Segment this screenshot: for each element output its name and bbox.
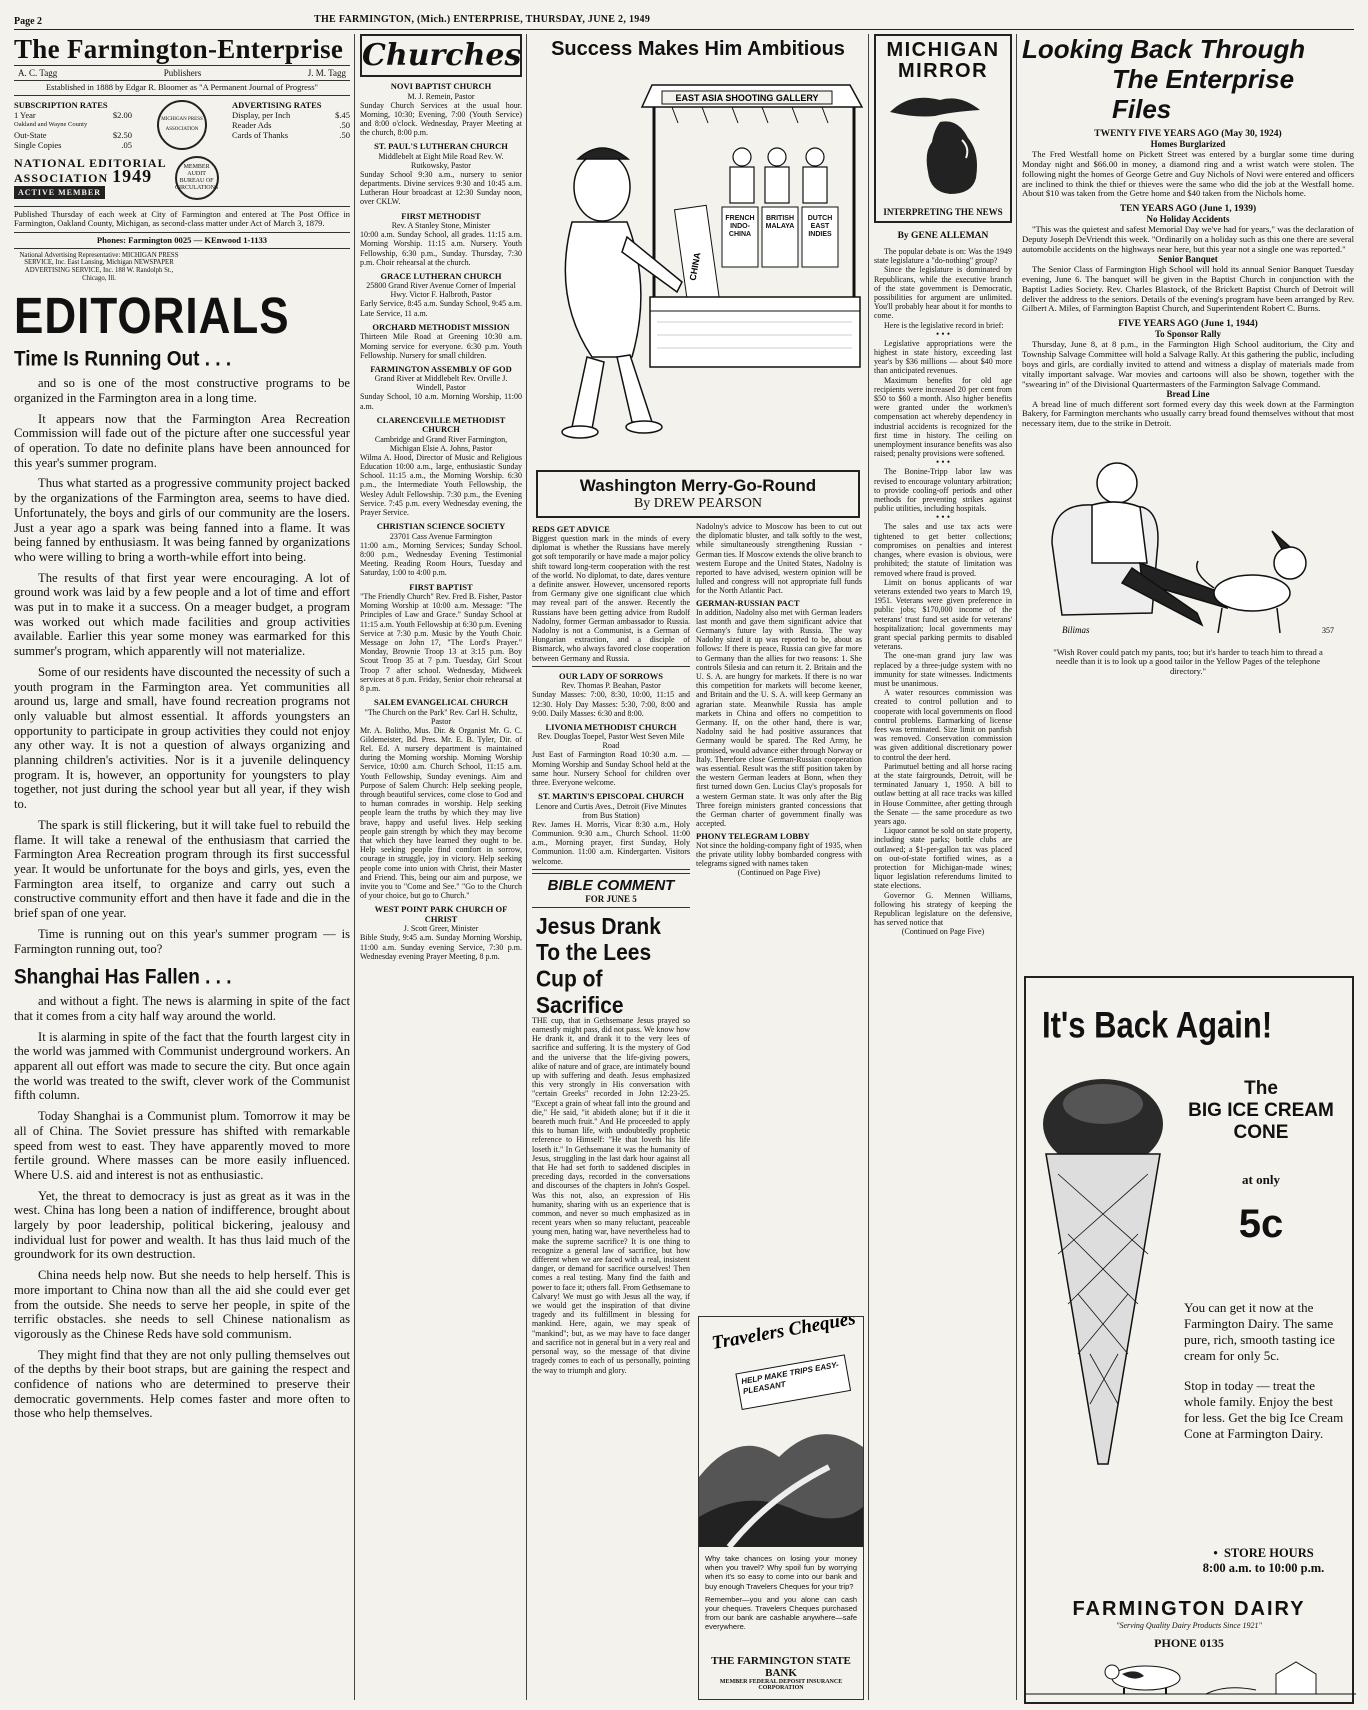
man-head xyxy=(1097,463,1137,503)
rate-label: Display, per Inch xyxy=(232,110,291,121)
masthead-title: The Farmington-Enterprise xyxy=(14,34,344,64)
mirror-title: MIRROR xyxy=(897,60,989,82)
churches-column xyxy=(360,34,522,1700)
paragraph: The spark is still flickering, but it will take fuel to rebuild the flame. It will take a renewal of the enthusiasm that carried the Farmington Area Recreation program through its first successful year. It would be unfortunate for the boys and girls, yes, even the Farmington area itself, to organize and carry out such a constructive community effort and then have it fade and die in the brief span of one year. xyxy=(14,817,350,921)
church-listing xyxy=(360,698,522,900)
lookback-text: The Senior Class of Farmington High School will hold its annual Senior Banquet Tuesday evening, June 6. The banquet will be given in the Baptist Church in conjunction with the Baptist Ladies Society. Rev. Charles Blastock, of the Brickett Baptist Church of Detroit will deliver the address to the seniors. Details of the evening's program have been arranged by Rev. Gilbert A. Miles, of Farmington Baptist Church, and Superintendent Robert C. Burns. xyxy=(1022,263,1354,314)
bank-ad-headline: Travelers Cheques xyxy=(710,1317,858,1354)
wmgr-right-column xyxy=(696,522,862,1375)
church-list-continued xyxy=(532,672,690,866)
lookback-subhead: Senior Banquet xyxy=(1158,253,1218,264)
church-name: FIRST METHODIST xyxy=(401,210,481,221)
target-figures xyxy=(730,148,827,203)
dog-head xyxy=(1274,547,1306,579)
lookback-title: The Enterprise Files xyxy=(1112,64,1295,124)
church-schedule: 11:00 a.m., Morning Services; Sunday School. 8:00 p.m., Wednesday Evening Testimonial Meeting. Reading Room Hours, Tuesday and Saturday, 1:00 to 4:00 p.m. xyxy=(360,540,522,578)
rate-label: Oakland and Wayne County xyxy=(14,121,88,129)
church-schedule: Sunday Masses: 7:00, 8:30, 10:00, 11:15 and 12:30. Holy Day Masses: 5:30, 7:00, 8:00 and 9:00. Daily Masses: 6:30 and 8:00. xyxy=(532,690,690,718)
national-rep: National Advertising Representative: MICHIGAN PRESS SERVICE, Inc. East Lansing, Michigan NEWSPAPER ADVERTISING SERVICE, Inc. 188 W. Randolph St., Chicago, Ill. xyxy=(19,251,179,282)
paragraph: China needs help now. But she needs to help herself. This is more important to China now than all the aid she could ever get from the outside. She needs to serve her people, in spite of the terrific obstacles. she needs to sell Chinese nationalism as vigorously as the Chinese Reds have sold communism. xyxy=(14,1268,350,1341)
nea-line1: NATIONAL EDITORIAL xyxy=(14,156,167,171)
paragraph: Some of our residents have discounted the necessity of such a youth program in the Farmington area. Yet communities all around us, large and small, have found recreation programs not only valuable but almost essential. It affords youngsters an opportunity to participate in group activities they could not enjoy any other way. It is not a question of always organizing and planning children's activities. Nor is it a juvenile delinquency program. It is, however, an opportunity for youngsters to play together, not just during the school year but all year, if they wish to. xyxy=(14,664,350,812)
continued-note: (Continued on Page Five) xyxy=(737,868,821,878)
michigan-map-icon xyxy=(880,82,1006,200)
publisher-right: J. M. Tagg xyxy=(307,68,346,78)
church-list xyxy=(360,82,522,961)
rate-value: $2.00 xyxy=(112,110,132,121)
store-hours: • STORE HOURS 8:00 a.m. to 10:00 p.m. xyxy=(1176,1546,1351,1576)
editorial-1-body xyxy=(14,376,350,956)
cow-barn-icon xyxy=(1026,1656,1356,1700)
dairy-slogan: "Serving Quality Dairy Products Since 1921" xyxy=(1116,1621,1262,1630)
paragraph: The popular debate is on: Was the 1949 state legislature a "do-nothing" group? xyxy=(874,247,1012,266)
bible-title: BIBLE COMMENT xyxy=(547,876,675,894)
church-pastor: Grand River at Middlebelt Rev. Orville J. Windell, Pastor xyxy=(374,374,508,393)
article-text: Nadolny's advice to Moscow has been to cut out the diplomatic bluster, and talk softly to the west, while simultaneously strengthening Russian - German ties. If Moscow extends the olive branch to western Europe and the United States, Nadolny is reported to have advised, western opinion will be lulled and congress will not appropriate full funds for the North Atlantic Pact. xyxy=(696,522,862,596)
church-listing xyxy=(360,142,522,206)
store-hours-label: STORE HOURS xyxy=(1223,1546,1314,1560)
ad-copy-para: You can get it now at the Farmington Dairy. The same pure, rich, smooth tasting ice cream for only 5c. xyxy=(1184,1300,1335,1363)
nea-year: 1949 xyxy=(112,166,153,187)
wmgr-byline: By DREW PEARSON xyxy=(633,496,763,511)
tailor-cartoon xyxy=(1022,443,1354,643)
paragraph: Today Shanghai is a Communist plum. Tomorrow it may be all of China. The Soviet pressure has shifted with remarkable speed from west to east. They have apparently moved to more fertile ground. Where masses can be more easily influenced. Where U.S. aid and interest is not as enthusiastic. xyxy=(14,1109,350,1182)
article-text: Biggest question mark in the minds of every diplomat is whether the Russians have merely got soft temporarily or have made a major policy shift toward long-term cooperation with the rest of the world. No diplomat, to date, dares venture a definite answer. However, uncensored reports from Germany give one significant clue which may reveal part of the answer. Recently the Russians have been getting advice from Rudolf Nadolny, former German ambassador to Russia. Nadolny is not a Communist, is a German of Hungarian extraction, and a disciple of Bismarck, who always favored close cooperation between Germany and Russia. xyxy=(532,534,690,663)
paragraph: The Bonine-Tripp labor law was revised to encourage voluntary arbitration; to provide cooling-off periods and other methods for preventing strikes against public utilities, including hospitals. xyxy=(874,467,1012,514)
ad-line: The xyxy=(1244,1078,1278,1099)
ice-cream-cone-icon xyxy=(1038,1074,1168,1474)
gallery-counter xyxy=(650,297,860,367)
lookback-text: A bread line of much different sort formed every day this week down at the Farmington Bakery, for Farmington merchants who usually carry bread found themselves without that most necessary item, due to the strike in Detroit. xyxy=(1022,398,1354,429)
paragraph: Time is running out on this year's summer program — is Farmington running out, too? xyxy=(14,926,350,956)
wmgr-header xyxy=(536,470,860,518)
michigan-mirror-header xyxy=(874,34,1012,223)
subscription-rates-title: SUBSCRIPTION RATES xyxy=(14,100,108,111)
church-name: ST. MARTIN'S EPISCOPAL CHURCH xyxy=(538,791,684,802)
article-text: Not since the holding-company fight of 1935, when the private utility lobby bombarded congress with telegrams signed with names taken xyxy=(696,840,862,868)
nea-badge-row xyxy=(14,156,350,200)
ad-at-only: at only xyxy=(1242,1172,1280,1187)
lookback-items xyxy=(1022,130,1354,429)
rate-label: Cards of Thanks xyxy=(232,130,289,141)
nea-line3: ACTIVE MEMBER xyxy=(14,186,105,199)
church-pastor: Rev. Douglas Toepel, Pastor West Seven Mile Road xyxy=(537,732,685,751)
church-name: OUR LADY OF SORROWS xyxy=(559,670,663,681)
dairy-phone: PHONE 0135 xyxy=(1154,1636,1224,1650)
publishers-row xyxy=(14,65,350,81)
church-listing xyxy=(360,212,522,267)
paragraph: They might find that they are not only pulling themselves out of the depths by their boot straps, but are gaining the respect and confidence of nations who are determined to preserve their democratic governments. Help comes faster and more often to those who help themselves. xyxy=(14,1347,350,1421)
column-rule xyxy=(1016,34,1017,1700)
publication-notice: Published Thursday of each week at City of Farmington and entered at The Post Office in Farmington, Oakland County, Michigan, as second-class matter under Act of March 3, 1879. xyxy=(14,210,350,229)
cartoon-number: 357 xyxy=(1322,626,1334,636)
continued-note: (Continued on Page Five) xyxy=(901,927,985,937)
church-listing xyxy=(360,583,522,694)
section-head: REDS GET ADVICE xyxy=(532,524,610,534)
church-name: NOVI BAPTIST CHURCH xyxy=(390,81,492,91)
publishers-label: Publishers xyxy=(163,68,202,78)
store-hours-value: 8:00 a.m. to 10:00 p.m. xyxy=(1202,1561,1325,1575)
cheque-banner xyxy=(736,1355,851,1410)
church-schedule: Sunday School, 10 a.m. Morning Worship, 11:00 a.m. xyxy=(360,392,522,411)
cartoon-caption: "Wish Rover could patch my pants, too; but it's harder to teach him to thread a needle than it is to look up a good tailor in the Yellow Pages of the telephone directory." xyxy=(1053,647,1323,676)
page-number: Page 2 xyxy=(14,16,43,27)
abc-text: MEMBER AUDIT BUREAU OF CIRCULATIONS xyxy=(174,164,219,192)
bank-member: MEMBER FEDERAL DEPOSIT INSURANCE CORPORATION xyxy=(719,1679,843,1691)
church-pastor: Rev. A Stanley Stone, Minister xyxy=(391,221,491,231)
lookback-text: Thursday, June 8, at 8 p.m., in the Farmington High School auditorium, the City and Township Salvage Committee will hold a Salvage Rally. At this gathering the public, including boys and girls, are cordially invited to attend and witness a display of materials made from vitally important salvage. War movies and cartoons will also be shown, together with the "swearing in" of the Divisional Quartermasters of the Farmington Salvage Command. xyxy=(1022,339,1354,389)
rate-value: .50 xyxy=(339,130,350,141)
rate-label: Out-State xyxy=(14,130,47,141)
rate-value: $.45 xyxy=(335,110,350,121)
publisher-left: A. C. Tagg xyxy=(18,68,58,78)
church-schedule: Morning Worship at 10:00 a.m. Message: "The Principles of Law and Grace." Sunday School at 11:15 a.m. Youth Fellowship at 6:30 p.m. Evening Service at 7:30 p.m. Music by the Youth Choir. Message on John 17, "The Lord's Prayer." Monday, Brownie Troop 13 at 3:15 p.m. Boy Scout Troop 35 at 7 p.m. Tuesday, Girl Scout Troop 7 after school. Wednesday, Midweek services at 8 p.m. Friday, Senior choir rehearsal at 8 p.m. xyxy=(360,601,522,693)
church-listing xyxy=(360,365,522,411)
ad-line: CONE xyxy=(1233,1122,1289,1143)
paragraph: The one-man grand jury law was replaced by a three-judge system with no immunity for state witnesses. Indictments must be unanimous. xyxy=(874,651,1012,688)
rate-value: .05 xyxy=(121,140,132,151)
church-listing xyxy=(532,792,690,866)
church-name: ORCHARD METHODIST MISSION xyxy=(372,321,510,332)
column-rule xyxy=(526,34,527,1700)
paragraph: Limit on bonus applicants of war veterans extended two years to March 19, 1951. Veterans were given preference in public jobs; $170,000 income of the veterans' trust fund set aside for veterans' hospitalization; local governments may grant special parking permits to disabled veterans. xyxy=(874,577,1012,652)
nea-line2: ASSOCIATION xyxy=(14,171,109,186)
church-schedule: Mr. A. Bolitho, Mus. Dir. & Organist Mr. G. C. Gildemeister, Bd. Pres. Mr. E. B. Tyler, Dir. of Rel. Ed. A nursery department is maintained during the Morning worship. Morning Worship Service, 10:00 a.m. Church School, 11:15 a.m. Youth Fellowship, Sunday evenings. Aim and Purpose of Salem Church: Help seeking people, through beautiful services, come close to God and to human comrades in worship. Help seeking people learn the truths by which they may live brave, happy and useful lives. Help seeking people gain strength by which they may become that which they have learned they ought to be. Help seeking people find comfort in sorrow, courage in struggle, joy in victory. Help seeking people come into union with Christ, their Master and Friend. This, being our aim and purpose, we invite you to "Come and See." "Go to the Church of your choice, but go to Church." xyxy=(360,725,522,901)
editorial-2-title: Shanghai Has Fallen . . . xyxy=(14,966,232,990)
mirror-column xyxy=(874,34,1012,1700)
churches-heading: Churches xyxy=(360,34,522,77)
target-label: BRITISH MALAYA xyxy=(765,215,795,230)
church-pastor: Middlebelt at Eight Mile Road Rev. W. Rutkowsky, Pastor xyxy=(378,151,504,170)
church-pastor: M. J. Remein, Pastor xyxy=(407,91,475,101)
paragraph: and so is one of the most constructive programs to be organized in the Farmington area in a long time. xyxy=(14,376,350,405)
ad-copy xyxy=(1184,1300,1344,1442)
advertising-rates-title: ADVERTISING RATES xyxy=(232,100,322,111)
church-name: FARMINGTON ASSEMBLY OF GOD xyxy=(370,363,512,374)
paragraph: Here is the legislative record in brief: xyxy=(884,320,1004,330)
lookback-text: "This was the quietest and safest Memorial Day we've had for years," was the declaration of Deputy Joseph DeVriendt this week. "Ordinarily on a holiday such as this one there are several automobile accidents on the highways near here, but this year not a single one was reported." xyxy=(1022,224,1354,254)
church-name: WEST POINT PARK CHURCH OF CHRIST xyxy=(374,904,508,924)
church-name: FIRST BAPTIST xyxy=(409,581,473,592)
lookback-subhead: To Sponsor Rally xyxy=(1154,329,1222,340)
church-listing xyxy=(360,323,522,360)
seal-text: MICHIGAN PRESS ASSOCIATION xyxy=(161,117,203,133)
church-pastor: Cambridge and Grand River Farmington, Michigan Elsie A. Johns, Pastor xyxy=(374,434,508,453)
bank-copy: Remember—you and you alone can cash your cheques. Travelers Cheques purchased from our bank are cashable anywhere—safe everywhere. xyxy=(705,1594,857,1632)
page-folio xyxy=(14,8,1354,30)
subscription-rates xyxy=(14,100,132,150)
newspaper-page xyxy=(14,8,1354,1704)
church-name: ST. PAUL'S LUTHERAN CHURCH xyxy=(374,141,508,152)
target-label: DUTCH EAST INDIES xyxy=(807,215,833,238)
established-line: Established in 1888 by Edgar R. Bloomer as "A Permanent Journal of Progress" xyxy=(45,82,319,92)
church-schedule: Just East of Farmington Road 10:30 a.m. — Morning Worship and Sunday School held at the same hour. Nursery School for children over three. Everyone welcome. xyxy=(532,750,690,788)
church-name: CLARENCEVILLE METHODIST CHURCH xyxy=(376,414,506,435)
paragraph: Liquor cannot be sold on state property, including state parks; bottle clubs are outlawed; a $1-per-gallon tax was placed on out-of-state fortified wines, as a protection for Michigan-made wines; liquor legislation referendums limited to state elections. xyxy=(874,826,1012,891)
paragraph: It appears now that the Farmington Area Recreation Commission will fade out of the picture after one successful year of operation. To date no definite plans have been announced for this year's summer program. xyxy=(14,411,350,470)
lookback-subhead: Homes Burglarized xyxy=(1150,138,1226,149)
section-head: GERMAN-RUSSIAN PACT xyxy=(696,597,800,608)
press-association-seal xyxy=(157,100,207,150)
man-torso xyxy=(1092,502,1147,563)
target-label: FRENCH INDO-CHINA xyxy=(725,215,755,238)
paragraph: Yet, the threat to democracy is just as great as it was in the west. China has long been a nation of indifference, brought about largely by poor leadership, political bickering, jealousy and individual lust for power and wealth. It has thus laid much of the groundwork for its own destruction. xyxy=(14,1188,350,1262)
church-name: LIVONIA METHODIST CHURCH xyxy=(545,721,677,732)
dog-body xyxy=(1214,575,1290,611)
bank-footer xyxy=(699,1655,863,1691)
mirror-title: MICHIGAN xyxy=(886,39,1000,61)
church-pastor: Lenore and Curtis Aves., Detroit (Five Minutes from Bus Station) xyxy=(535,801,687,820)
rates-block xyxy=(14,100,350,150)
paragraph: Governor G. Mennen Williams, following his strategy of keeping the Republican legislature on the defensive, has served notice that xyxy=(874,890,1012,928)
bible-date: FOR JUNE 5 xyxy=(585,893,637,904)
wmgr-left-column xyxy=(532,522,690,1375)
church-schedule: 10:00 a.m. Sunday School, all grades. 11:15 a.m. Morning Worship. 11:15 a.m. Nursery. Youth Fellowship, 6:30 p.m., Sunday. Thursday, 7:30 p.m. Choir rehearsal at the church. xyxy=(360,230,522,267)
bank-ad xyxy=(698,1316,864,1700)
church-schedule: Sunday School 9:30 a.m., nursery to senior departments. Divine services 9:30 and 10:45 a.m. Lutheran Hour broadcast at 12:30 Sunday noon, over CKLW. xyxy=(360,169,522,207)
rate-label: Single Copies xyxy=(14,140,62,151)
lookback-subhead: No Holiday Accidents xyxy=(1146,214,1230,225)
church-schedule: Sunday Church Services at the usual hour. Morning, 10:30; Evening, 7:00 (Youth Service) and 8:00 o'clock. Wednesday, Prayer Meeting at the church, 8:00 p.m. xyxy=(360,100,522,138)
church-pastor: J. Scott Greer, Minister xyxy=(403,924,479,934)
target-label: CHINA xyxy=(687,251,703,282)
mirror-subtitle: INTERPRETING THE NEWS xyxy=(883,207,1003,217)
paragraph: Parimutuel betting and all horse racing at the state fairgrounds, Detroit, will be terminated January 1, 1950. A bill to outlaw betting at all race tracks was killed in House Committee, after getting through the Senate — the same procedure as two years ago. xyxy=(874,761,1012,826)
section-head: PHONY TELEGRAM LOBBY xyxy=(696,830,810,841)
church-pastor: 23701 Cass Avenue Farmington xyxy=(389,531,493,541)
ad-headline: It's Back Again! xyxy=(1042,1004,1273,1046)
column-rule xyxy=(354,34,355,1700)
dairy-footer xyxy=(1026,1598,1352,1651)
church-schedule: Thirteen Mile Road at Greening 10:30 a.m. Morning service for everyone. 6:30 p.m. Youth Fellowship. Nursery for small children. xyxy=(360,332,522,360)
lookback-year: TEN YEARS AGO (June 1, 1939) xyxy=(1119,204,1257,215)
editorial-1-title: Time Is Running Out . . . xyxy=(14,348,232,372)
cartoon-signature: Bilimas xyxy=(1062,625,1090,636)
rate-label: Reader Ads xyxy=(232,120,272,131)
paragraph: and without a fight. The news is alarming in spite of the fact that it comes from a city half way around the world. xyxy=(14,994,350,1023)
church-schedule: Bible Study, 9:45 a.m. Sunday Morning Worship, 11:00 a.m. Sunday evening Service, 7:30 p.m. Wednesday evening Prayer Meeting, 8 p.m. xyxy=(360,933,522,961)
church-pastor: "The Church on the Park" Rev. Carl H. Schultz, Pastor xyxy=(364,707,518,726)
article-text: In addition, Nadolny also met with German leaders last month and gave them significant advice that Germany's future lay with Russia. The way Nadolny sized it up was reported to be, about as follows: If there is peace, Russia can give far more to Germany than the allies for two reasons: 1. She controls Silesia and can return it. 2. Britain and the U. S. A. are hungry for markets. If there is no war this competition for markets will become keener, and Britain and the U. S. A. will keep Germany an agrarian state. Meanwhile Russia has ample markets in China and offers no competition to Germany. If, on the other hand, there is war, Nadolny said he had positive assurances that Germany would be spared. The Red Army, he promised, would advance either through Norway or Italy. Therefore close German-Russian cooperation was essential. Result was the stiff position taken by the western German leaders at Bonn, when they first turned down Gen. Lucius Clay's proposals for a western German state. It was only after the Big Three foreign ministers granted concessions that the German charter of government finally was accepted. xyxy=(696,607,862,829)
church-listing xyxy=(360,272,522,318)
lookback-year: TWENTY FIVE YEARS AGO (May 30, 1924) xyxy=(1094,129,1282,139)
cartoon-title: Success Makes Him Ambitious xyxy=(551,38,845,60)
phones-line: Phones: Farmington 0025 — KEnwood 1-1133 xyxy=(96,234,268,245)
column-rule xyxy=(868,34,869,1700)
ad-copy-para: Stop in today — treat the whole family. Enjoy the best for less. Get the big Ice Cream Cone at Farmington Dairy. xyxy=(1184,1378,1344,1441)
paragraph: A water resources commission was created to control pollution and to cooperate with local governments on flood control problems. Earmarking of license fees was terminated. Size limit on panfish was removed. Conservation commission was given additional discretionary power to control the deer herd. xyxy=(874,688,1012,762)
bible-headline: Jesus Drank To the Lees Cup of Sacrifice xyxy=(536,913,661,1019)
paragraph: The sales and use tax acts were tightened to get better collections; compromises on penalties and interest changes, where evasion is obvious, were prohibited; the statute of limitation was removed where fraud is proved. xyxy=(874,522,1012,578)
editorial-column xyxy=(14,34,350,1700)
running-header: THE FARMINGTON, (Mich.) ENTERPRISE, THURSDAY, JUNE 2, 1949 xyxy=(314,14,651,25)
church-pastor: "The Friendly Church" Rev. Fred B. Fisher, Pastor xyxy=(360,592,522,602)
church-listing xyxy=(360,416,522,517)
rate-value: .50 xyxy=(339,120,350,131)
church-listing xyxy=(532,672,690,718)
bank-ad-illustration xyxy=(699,1317,863,1547)
editorials-heading: EDITORIALS xyxy=(14,288,290,345)
ice-cream-ad xyxy=(1024,976,1354,1704)
ad-product xyxy=(1176,1078,1346,1247)
paragraph: Legislative appropriations were the highest in state history, exceeding last year's by $36 millions — about $40 more than anticipated revenues. xyxy=(874,338,1012,376)
church-listing xyxy=(360,82,522,137)
paragraph: Since the legislature is dominated by Republicans, while the executive branch of the state government is Democratic, possibilities for argument are unlimited. You'll probably hear about it for months to come. xyxy=(874,265,1012,321)
church-name: SALEM EVANGELICAL CHURCH xyxy=(374,697,508,708)
lookback-text: The Fred Westfall home on Pickett Street was entered by a burglar some time during Monday night and $66.00 in money, a diamond ring and a wrist watch were stolen. The following night the homes of George Getre and Guy Nichols of Novi were entered and officers are inclined to think the thief or thieves were the same who did the job at the Westfall home. About $10 was taken from the Getre home and $40 taken from the Nichols home. xyxy=(1022,148,1354,199)
bible-text: THE cup, that in Gethsemane Jesus prayed so earnestly might pass, did not pass. We know how He drank it, and drank it to the very lees of sacrifice and suffering. It is the mystery of God and the universe that the life-giving powers, alike of nature and of grace, are intimately bound up with suffering and death. Jesus emphasized this very strongly in His conversation with "certain Greeks" recorded in John 12:23-25. "Except a grain of wheat fall into the ground and die," He said, "it abideth alone; but if it die it beareth much fruit." And He proceeded to apply this to human life, with undoubtedly prophetic reference to Himself: "He that loveth his life loseth it." In Gethsemane it was the humanity of Jesus, struggling in the last dark hour against all that He had set forth to saddened disciples in preceding days, recorded in the conversations and discourses of the chapters in John's Gospel. Was this not, also, an expression of His humanity, sharing with us an experience that is common, and never so much emphasized as in recent years when so many reluctant, peaceable young men, hating war, have nevertheless had to make the supreme sacrifice? It is one thing to recognize a general law of sacrifice, but how different when we are faced with a real, insistent danger, or demand for sacrifice ourselves! Then comes a real testing. Many find the faith and power to face it; others fall. From Gethsemane to Calvary! We must go with Jesus all the way, if we would get the inspiration of that divine tragedy and its fulfillment in blessing for mankind. Here, again, we may speak of "mankind"; but, as we may have to face danger and sacrifice not in general but in a very real and personal way, so the message of that divine tragedy comes to each of us personally, pointing the way to triumph and glory. xyxy=(532,1015,690,1375)
church-name: CHRISTIAN SCIENCE SOCIETY xyxy=(376,521,506,532)
church-schedule: Early Service, 8:45 a.m. Sunday School, 9:45 a.m. Late Service, 11 a.m. xyxy=(360,299,522,318)
wmgr-title: Washington Merry-Go-Round xyxy=(579,476,817,495)
banner-text: HELP MAKE TRIPS EASY-PLEASANT xyxy=(740,1360,840,1396)
paragraph: The results of that first year were encouraging. A lot of ground work was laid by a few people and a lot of time and effort was put in to make it a success. On a meager budget, a program was worked out which made facilities and group activities available. Earlier this year some money was earmarked for this summer's program, which apparently will not materialize. xyxy=(14,570,350,659)
abc-seal xyxy=(175,156,219,200)
paragraph: Maximum benefits for old age recipients were increased 20 per cent from $50 to $60 a month. Also higher benefits were granted under the workmen's compensation act whereby dependency in industrial accidents is recognized for the first time in history. The ceiling on unemployment insurance benefits was also raised; penalty provisions were softened. xyxy=(874,375,1012,459)
editorial-2-body xyxy=(14,994,350,1421)
mirror-byline: By GENE ALLEMAN xyxy=(897,231,989,241)
church-schedule: Wilma A. Hood, Director of Music and Religious Education 10:00 a.m., large, enthusiastic Sunday School. 11:15 a.m., the Morning Worship. 6:30 p.m., the Intermediate Youth Fellowship, the Wesley Adult Fellowship. 7:30 p.m., the Evening Service. 7:45 p.m. every Wednesday evening, the Prayer Service. xyxy=(360,452,522,518)
nea-badge xyxy=(14,157,167,199)
gallery-sign-text: EAST ASIA SHOOTING GALLERY xyxy=(675,93,819,103)
rate-label: 1 Year xyxy=(14,110,36,121)
church-listing xyxy=(360,905,522,961)
political-cartoon xyxy=(532,67,864,457)
church-name: GRACE LUTHERAN CHURCH xyxy=(380,270,502,281)
ad-line: BIG ICE CREAM xyxy=(1188,1100,1334,1121)
paragraph: It is alarming in spite of the fact that the fourth largest city in the world was jammed with Communist underground workers. An apparent all out effort was made to secure the city. But once again the world was treated to the swift, clever work of the Communist fifth column. xyxy=(14,1029,350,1103)
church-pastor: 25800 Grand River Avenue Corner of Imperial Hwy. Victor F. Halbroth, Pastor xyxy=(366,281,516,300)
advertising-rates xyxy=(232,100,350,150)
paragraph: Thus what started as a progressive community project backed by the organizations of the Farmington area, seems to have died. Unfortunately, the boys and girls of our community are the losers. Just a year ago a spark was being fanned into a flame. It was being fanned by enthusiasm. It was being fanned by organizations who were willing to bring a worth-while effort into being. xyxy=(14,476,350,564)
lookback-title: Looking Back Through xyxy=(1022,34,1306,64)
ad-price: 5c xyxy=(1238,1202,1284,1246)
church-listing xyxy=(532,723,690,787)
bank-copy: Why take chances on losing your money when you travel? Why spoil fun by worrying when it's so easy to come into our bank and buy enough Travelers Cheques for your trip? xyxy=(705,1554,857,1591)
church-pastor: Rev. Thomas P. Beahan, Pastor xyxy=(561,681,661,691)
church-schedule: Rev. James H. Morris, Vicar 8:30 a.m., Holy Communion. 9:30 a.m., Church School. 11:00 a.m., Morning prayer, first Sunday, Holy Communion. 11:00 a.m. Kindergarten. Visitors welcome. xyxy=(532,819,690,866)
lookback-year: FIVE YEARS AGO (June 1, 1944) xyxy=(1118,319,1258,330)
rate-value: $2.50 xyxy=(112,130,132,141)
dairy-name: FARMINGTON DAIRY xyxy=(1072,1598,1306,1620)
wmgr-body xyxy=(532,522,864,1375)
church-listing xyxy=(360,522,522,577)
bank-name: THE FARMINGTON STATE BANK xyxy=(711,1655,851,1679)
bible-comment-header xyxy=(532,873,690,908)
mirror-body: The popular debate is on: Was the 1949 state legislature a "do-nothing" group? Since the legislature is dominated by Republicans, while the executive branch of the state government is Democratic, possibilities for argument are unlimited. You'll probably hear about it for months to come. Here is the legislative record in brief: • • • Legislative appropriations were the highest in state history, exceeding last year's by $36 millions — about $40 more than anticipated revenues. Maximum benefits for old age recipients were increased 20 per cent from $50 to $60 a month. Also higher benefits were granted under the workmen's compensation act whereby dependency in industrial accidents is recognized for the first time in history. The ceiling on unemployment insurance benefits was also raised; penalty provisions were softened. • • • The Bonine-Tripp labor law was revised to encourage voluntary arbitration; to provide cooling-off periods and other methods for preventing strikes against public utilities, including hospitals. • • • The sales and use tax acts were tightened to get better collections; compromises on penalties and interest changes, where evasion is obvious, were prohibited; the statute of limitation was removed where fraud is proved. Limit on bonus applicants of war veterans extended two years to March 19, 1951. Veterans were given preference in public jobs; $170,000 income of the veterans' trust fund set aside for veterans' hospitalization; local governments may grant special parking permits to disabled veterans. The one-man grand jury law was replaced by a three-judge system with no immunity for state witnesses. Indictments must be unanimous. A water resources commission was created to control pollution and to cooperate with local governments on flood control problems. Earmarking of license fees was terminated. Size limit on panfish was removed. Conservation commission was given additional discretionary power to control the deer herd. Parimutuel betting and all horse racing at the state fairgrounds, Detroit, will be terminated January 1, 1950. A bill to outlaw betting at all race tracks was killed in House Committee, after getting through the Senate — the same procedure as two years ago. Liquor cannot be sold on state property, including state parks; bottle clubs are outlawed; a $1-per-gallon tax was placed on out-of-state fortified wines, as a protection for Michigan-made wines; liquor legislation referendums limited to state elections. Governor G. Mennen Williams, following his strategy of keeping the Republican legislature on the defensive, has served notice that (Continued on Page Five) xyxy=(874,247,1012,937)
lookback-subhead: Bread Line xyxy=(1166,388,1210,399)
